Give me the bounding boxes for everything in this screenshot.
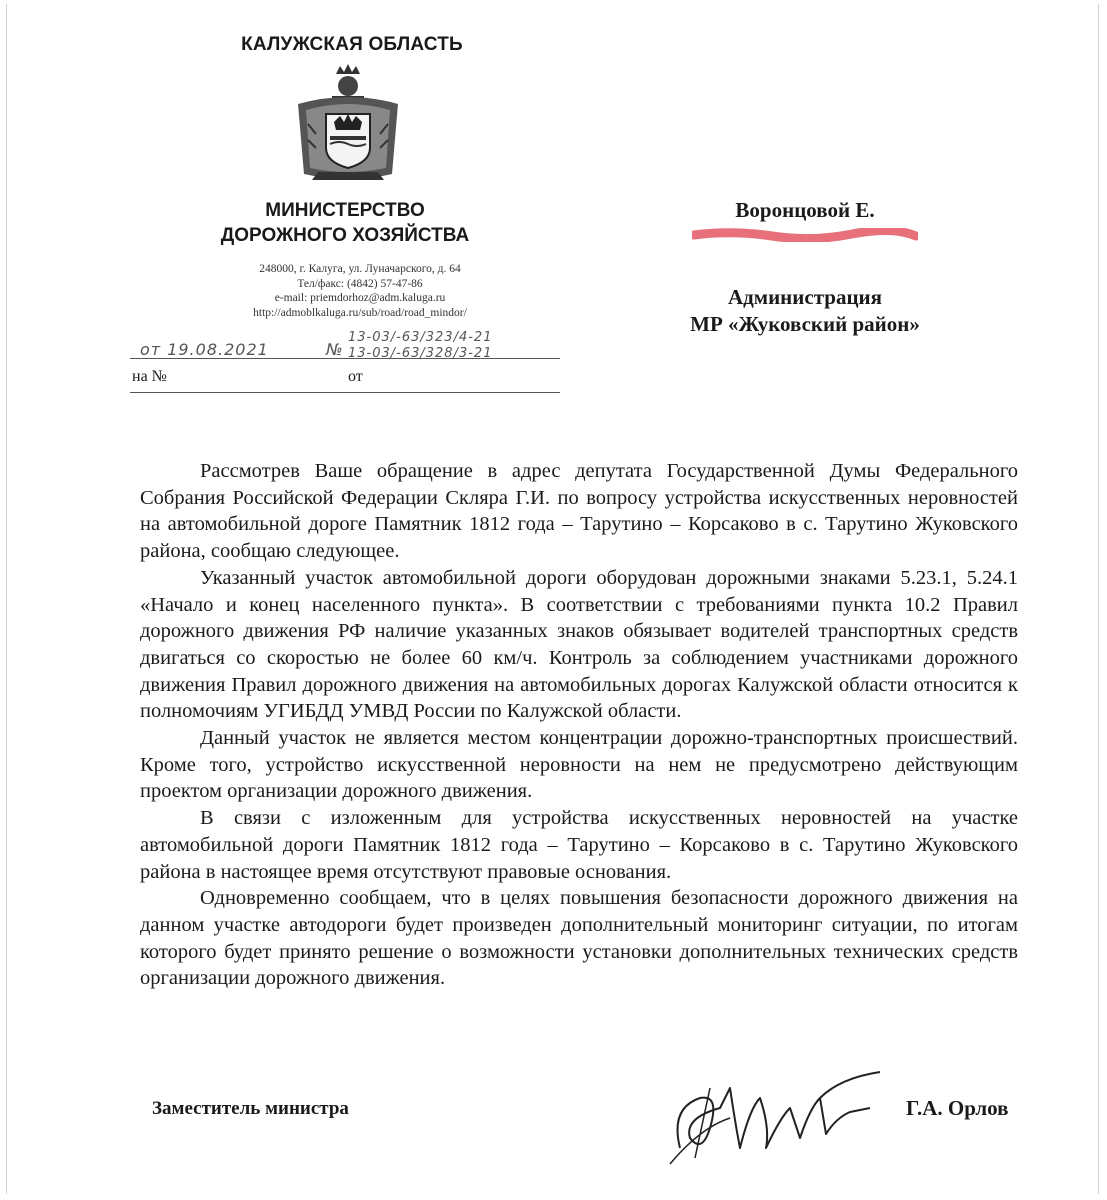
handwritten-number-sign: № (326, 340, 344, 359)
ministry-name-line2: ДОРОЖНОГО ХОЗЯЙСТВА (220, 225, 470, 246)
handwritten-date: от 19.08.2021 (140, 340, 269, 359)
website: http://admoblkaluga.ru/sub/road/road_mindor/ (253, 306, 467, 319)
email: e-mail: priemdorhoz@adm.kaluga.ru (274, 292, 446, 304)
ministry-name-line1: МИНИСТЕРСТВО (265, 200, 425, 221)
paragraph: Рассмотрев Ваше обращение в адрес депутата Государственной Думы Федерального Собрания Российской Федерации Скляра Г.И. по вопросу устройства искусственных неровностей на автомобильной дороге Памятник 1812 года – Тарутино – Корсаково в с. Тарутино Жуковского района, сообщаю следующее. (140, 460, 1018, 563)
phone: Тел/факс: (4842) 57-47-86 (297, 277, 423, 290)
reply-to-number-label: на № (132, 368, 167, 385)
handwritten-ref-1: 13-03/-63/323/4-21 (348, 330, 493, 345)
signer-title: Заместитель министра (152, 1098, 349, 1119)
reply-line (130, 392, 560, 393)
recipient-name: Воронцовой Е. (735, 198, 875, 222)
redaction-mark (692, 228, 918, 242)
letter-body (140, 458, 1018, 992)
signer-name: Г.А. Орлов (906, 1096, 1009, 1120)
region-title: КАЛУЖСКАЯ ОБЛАСТЬ (241, 34, 463, 55)
recipient-organization (620, 284, 990, 338)
ministry-contacts (180, 262, 540, 320)
coat-of-arms-icon (288, 64, 408, 184)
handwritten-signature (640, 1068, 890, 1168)
paragraph: В связи с изложенным для устройства искусственных неровностей на участке автомобильной дороги Памятник 1812 года – Тарутино – Корсаково в с. Тарутино Жуковского района в настоящее время отсутствуют правовые основания. (140, 807, 1018, 883)
address: 248000, г. Калуга, ул. Луначарского, д. 64 (259, 263, 461, 275)
ministry-name (190, 198, 500, 248)
paragraph: Одновременно сообщаем, что в целях повышения безопасности дорожного движения на данном участке автодороги будет произведен дополнительный мониторинг ситуации, по итогам которого будет принято решение о возможности установки дополнительных технических средств организации дорожного движения. (140, 887, 1018, 990)
recipient-org-line1: Администрация (727, 285, 883, 309)
recipient-org-line2: МР «Жуковский район» (690, 312, 920, 336)
registration-line (130, 358, 560, 359)
paragraph: Данный участок не является местом концентрации дорожно-транспортных происшествий. Кроме того, устройство искусственной неровности на нем не предусмотрено действующим проектом организации дорожного движения. (140, 727, 1018, 803)
paragraph: Указанный участок автомобильной дороги оборудован дорожными знаками 5.23.1, 5.24.1 «Начало и конец населенного пункта». В соответствии с требованиями пункта 10.2 Правил дорожного движения РФ наличие указанных знаков обязывает водителей транспортных средств двигаться со скоростью не более 60 км/ч. Контроль за соблюдением участниками дорожного движения Правил дорожного движения на автомобильных дорогах Калужской области относится к полномочиям УГИБДД УМВД России по Калужской области. (140, 566, 1018, 723)
reply-to-date-label: от (348, 368, 363, 385)
handwritten-ref-2: 13-03/-63/328/3-21 (348, 346, 493, 361)
